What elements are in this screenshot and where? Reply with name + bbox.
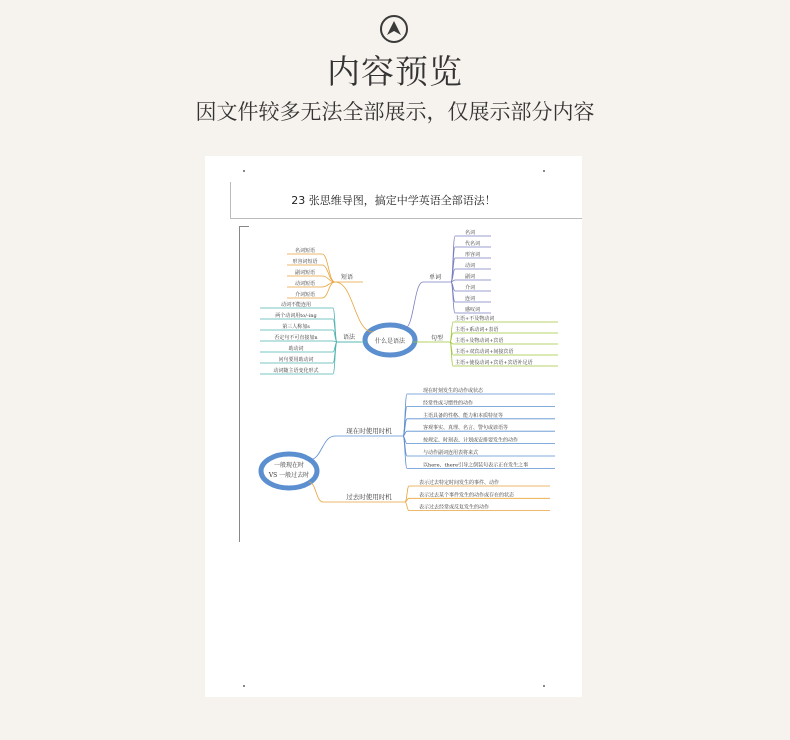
leaf-label: 以here、there引导之倒装句表示正在发生之事	[423, 462, 529, 469]
leaf-label: 感叹词	[465, 307, 481, 313]
page-subtitle: 因文件较多无法全部展示，仅展示部分内容	[195, 100, 595, 124]
leaf-label: 主语+及物动词+宾语	[455, 338, 504, 344]
branch-line	[335, 282, 373, 332]
leaf-label: 介词	[465, 285, 476, 291]
leaf-label: 主语+双宾动词+间接宾语	[455, 349, 514, 355]
leaf-label: 介词短语	[294, 292, 316, 298]
leaf-label: 客观事实、真理、名言、警句或谚语等	[423, 425, 509, 432]
leaf-label: 副词	[465, 274, 476, 280]
leaf-label: 动词不能连用	[280, 302, 312, 308]
leaf-line	[322, 254, 335, 282]
leaf-label: 名词短语	[294, 248, 316, 254]
document-preview	[205, 156, 582, 697]
leaf-label: 主语具备的性格、能力和本质特征等	[423, 412, 504, 419]
leaf-label: 动词	[465, 263, 476, 269]
leaf-label: 按规定、时刻表、计划或安排要发生的动作	[423, 437, 519, 444]
mindmap-tenses	[261, 387, 555, 511]
leaf-label: 否定句不可直接加n	[274, 335, 318, 341]
leaf-label: 名词	[465, 230, 476, 236]
mindmap-grammar	[260, 229, 558, 374]
leaf-line	[405, 502, 409, 511]
center-node-label: 什么是语法	[374, 338, 406, 345]
leaf-label: 主语+使役动词+宾语+宾语补足语	[455, 360, 533, 366]
leaf-label: 连词	[465, 296, 476, 302]
chevron-up-circle-icon	[379, 14, 409, 44]
leaf-label: 副词短语	[294, 270, 316, 276]
branch-label: 单词	[429, 274, 442, 281]
leaf-label: 形容词短语	[292, 259, 318, 265]
leaf-label: 主语+系动词+表语	[455, 327, 499, 333]
branch-line	[405, 282, 423, 328]
center-node-label: VS 一般过去时	[268, 472, 310, 479]
leaf-label: 第三人称加s	[282, 324, 310, 330]
leaf-label: 动词随主语变化形式	[273, 368, 319, 374]
leaf-label: 表示过去经常或反复发生的动作	[419, 504, 490, 511]
center-node-label: 一般现在时	[273, 462, 305, 469]
leaf-label: 表示过去某个事件发生的动作或存在的状态	[419, 492, 515, 499]
branch-line	[309, 436, 335, 460]
document-title: 23 张思维导图，搞定中学英语全部语法！	[291, 194, 496, 207]
leaf-label: 表示过去特定时间发生的事件、动作	[419, 480, 500, 486]
branch-label: 短语	[341, 274, 354, 281]
branch-label: 语法	[343, 334, 356, 341]
leaf-label: 经常性或习惯性的动作	[423, 400, 474, 407]
leaf-label: 问句要用助动词	[278, 357, 314, 363]
leaf-label: 与动作副词连用表将来式	[423, 450, 479, 456]
leaf-label: 主语+不及物动词	[455, 316, 495, 322]
branch-line	[309, 482, 323, 502]
leaf-label: 现在时刻发生的动作或状态	[423, 388, 484, 394]
branch-label: 句型	[431, 335, 444, 342]
mindmap-canvas	[205, 156, 582, 697]
center-node	[261, 454, 317, 488]
branch-label: 现在时使用时机	[346, 427, 392, 435]
branch-label: 过去时使用时机	[346, 493, 392, 501]
leaf-label: 形容词	[465, 252, 481, 258]
leaf-line	[405, 498, 409, 502]
page-title: 内容预览	[327, 52, 463, 91]
leaf-label: 两个动词用to/-ing	[275, 313, 317, 319]
leaf-label: 助动词	[288, 346, 304, 352]
leaf-label: 代名词	[465, 241, 481, 247]
leaf-label: 动词短语	[294, 281, 316, 287]
